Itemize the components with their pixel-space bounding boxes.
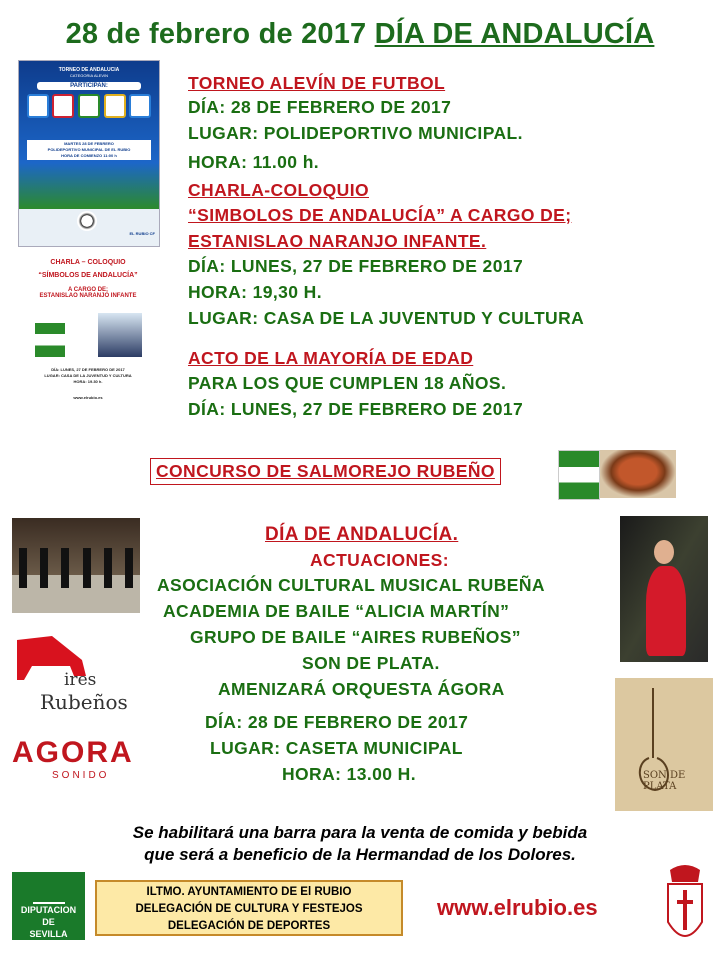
agora-logo: [12, 736, 167, 792]
organizer-line2: DELEGACIÓN DE CULTURA Y FESTEJOS: [135, 903, 363, 915]
title-date: 28 de febrero de 2017: [65, 18, 375, 50]
bar-note-line1: Se habilitará una barra para la venta de comida y bebida: [132, 823, 588, 842]
musicians-photo: [12, 518, 140, 613]
son-de-plata-logo: [615, 678, 713, 811]
aires-line1: ires: [64, 670, 97, 690]
crest-icon: [52, 94, 74, 118]
flamenco-dancer-photo: [620, 516, 708, 662]
charla-venue: LUGAR: CASA DE LA JUVENTUD Y CULTURA: [188, 308, 585, 328]
charla-poster: [18, 255, 158, 435]
crest-icon: [129, 94, 151, 118]
club-crests: [25, 94, 153, 118]
poster1-title: TORNEO DE ANDALUCIA: [58, 67, 120, 73]
agora-sub: SONIDO: [52, 770, 110, 781]
charla-time: HORA: 19,30 H.: [188, 282, 322, 302]
andalucia-time: HORA: 13.00 H.: [282, 764, 416, 784]
poster1-category: CATEGORIA ALEVIN: [69, 73, 109, 78]
andalucia-venue: LUGAR: CASETA MUNICIPAL: [210, 738, 463, 758]
andalucia-date: DÍA: 28 DE FEBRERO DE 2017: [205, 712, 469, 732]
act-son-de-plata: SON DE PLATA.: [302, 653, 440, 673]
bar-note-line2: que será a beneficio de la Hermandad de los Dolores.: [144, 845, 576, 864]
aires-rubenos-logo: [12, 630, 142, 722]
bar-note: [0, 822, 720, 866]
poster1-participants: PARTICIPAN:: [37, 82, 141, 90]
diputacion-line3: SEVILLA: [29, 929, 68, 939]
poster1-date: MARTES 28 DE FEBRERO: [64, 141, 114, 146]
organizer-line3: DELEGACIÓN DE DEPORTES: [167, 920, 331, 932]
act-asociacion: ASOCIACIÓN CULTURAL MUSICAL RUBEÑA: [157, 575, 545, 595]
sonplata-text: SON DE PLATA: [643, 770, 686, 792]
agora-text: AGORA: [12, 736, 134, 769]
poster1-club: EL RUBIO CF: [129, 231, 155, 236]
torneo-time: HORA: 11.00 h.: [188, 152, 320, 172]
poster2-subtitle: “SÍMBOLOS DE ANDALUCÍA”: [38, 272, 138, 279]
poster2-title: CHARLA – COLOQUIO: [50, 259, 126, 266]
poster1-time: HORA DE COMIENZO 11:00 h: [61, 153, 117, 158]
poster1-info: [27, 140, 151, 160]
charla-heading: CHARLA-COLOQUIO: [188, 180, 369, 200]
organizer-box: [95, 880, 403, 936]
act-orquesta: AMENIZARÁ ORQUESTA ÁGORA: [218, 679, 505, 699]
poster2-details: [18, 367, 158, 385]
poster2-date: DÍA: LUNES, 27 DE FEBRERO DE 2017: [51, 367, 125, 372]
diputacion-line1: DIPUTACION: [20, 905, 77, 915]
football-poster: [18, 60, 160, 247]
organizer-line1: ILTMO. AYUNTAMIENTO DE El RUBIO: [146, 886, 352, 898]
mayoria-heading: ACTO DE LA MAYORÍA DE EDAD: [188, 348, 474, 368]
torneo-heading: TORNEO ALEVÍN DE FUTBOL: [188, 73, 446, 93]
flag-icon: [35, 323, 65, 357]
poster2-venue: LUGAR: CASA DE LA JUVENTUD Y CULTURA: [44, 373, 132, 378]
poster2-by: A CARGO DE;: [67, 287, 109, 293]
andalucia-heading: DÍA DE ANDALUCÍA.: [265, 524, 459, 545]
poster1-venue: POLIDEPORTIVO MUNICIPAL DE EL RUBIO: [47, 147, 131, 152]
poster2-web: www.elrubio.es: [73, 395, 103, 400]
act-grupo: GRUPO DE BAILE “AIRES RUBEÑOS”: [190, 627, 521, 647]
torneo-venue: LUGAR: POLIDEPORTIVO MUNICIPAL.: [188, 123, 523, 143]
mayoria-date: DÍA: LUNES, 27 DE FEBRERO DE 2017: [188, 399, 524, 419]
el-rubio-crest: [662, 860, 708, 952]
crest-icon: [662, 860, 708, 952]
charla-topic: “SIMBOLOS DE ANDALUCÍA” A CARGO DE;: [188, 205, 572, 225]
torneo-date: DÍA: 28 DE FEBRERO DE 2017: [188, 97, 452, 117]
salmorejo-contest: CONCURSO DE SALMOREJO RUBEÑO: [150, 458, 501, 485]
diputacion-emblem-icon: [33, 876, 65, 904]
poster2-speaker: ESTANISLAO NARANJO INFANTE: [39, 293, 137, 299]
salmorejo-images: [558, 450, 676, 498]
page-title: [0, 18, 720, 51]
actuaciones-heading: ACTUACIONES:: [310, 550, 449, 570]
crest-icon: [104, 94, 126, 118]
charla-speaker: ESTANISLAO NARANJO INFANTE.: [188, 231, 487, 251]
act-academia: ACADEMIA DE BAILE “ALICIA MARTÍN”: [163, 601, 510, 621]
flag-icon: [558, 450, 600, 500]
poster2-time: HORA: 19.30 h.: [73, 379, 103, 384]
charla-date: DÍA: LUNES, 27 DE FEBRERO DE 2017: [188, 256, 524, 276]
aires-line2: Rubeños: [40, 690, 128, 714]
crest-icon: [27, 94, 49, 118]
crest-icon: [78, 94, 100, 118]
poster2-images: [18, 307, 158, 357]
mayoria-audience: PARA LOS QUE CUMPLEN 18 AÑOS.: [188, 373, 507, 393]
diputacion-line2: DE: [42, 917, 55, 927]
title-event: DÍA DE ANDALUCÍA: [374, 18, 655, 50]
diputacion-logo: [12, 872, 85, 940]
speaker-photo: [98, 313, 142, 357]
website-link[interactable]: www.elrubio.es: [437, 895, 598, 920]
salmorejo-bowl-photo: [600, 450, 676, 498]
football-icon: [77, 211, 97, 231]
